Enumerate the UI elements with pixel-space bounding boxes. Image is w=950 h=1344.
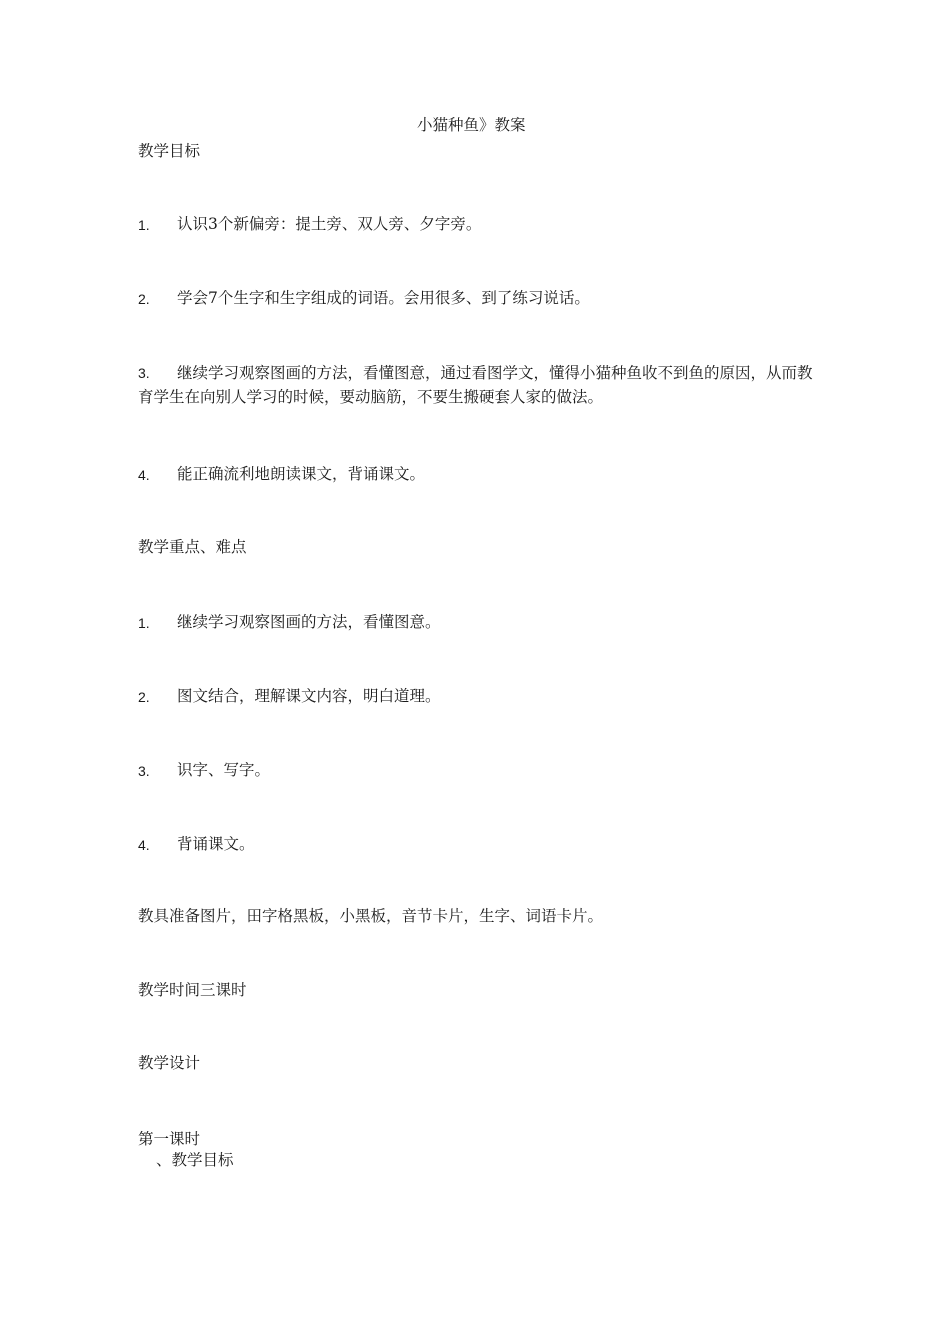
- keypoint-number: 3.: [138, 763, 150, 779]
- objective-text: 认识3个新偏旁：提土旁、双人旁、夕字旁。: [177, 215, 482, 233]
- keypoint-text: 识字、写字。: [177, 761, 271, 779]
- lesson-subheading: 、教学目标: [156, 1151, 234, 1169]
- objective-number: 1.: [138, 217, 150, 233]
- lesson-heading: 第一课时: [138, 1130, 201, 1148]
- keypoint-number: 1.: [138, 615, 150, 631]
- keypoint-text: 继续学习观察图画的方法，看懂图意。: [177, 613, 441, 631]
- materials-line: 教具准备图片，田字格黑板，小黑板，音节卡片，生字、词语卡片。: [138, 907, 604, 925]
- objective-paragraph: [138, 361, 818, 409]
- objective-text: 继续学习观察图画的方法，看懂图意，通过看图学文，懂得小猫种鱼收不到鱼的原因，从而教育学生在向别人学习的时候，要动脑筋，不要生搬硬套人家的做法。: [138, 364, 813, 406]
- objective-number: 2.: [138, 291, 150, 307]
- time-line: 教学时间三课时: [138, 981, 247, 999]
- keypoint-number: 4.: [138, 837, 150, 853]
- objective-text: 学会7个生字和生字组成的词语。会用很多、到了练习说话。: [177, 289, 590, 307]
- keypoint-text: 背诵课文。: [177, 835, 255, 853]
- document-title: 小猫种鱼》教案: [417, 116, 526, 134]
- design-heading: 教学设计: [138, 1054, 201, 1072]
- objectives-heading: 教学目标: [138, 142, 201, 160]
- objective-text: 能正确流利地朗读课文，背诵课文。: [177, 465, 426, 483]
- keypoint-number: 2.: [138, 689, 150, 705]
- objective-number: 4.: [138, 467, 150, 483]
- objective-number: 3.: [138, 365, 150, 381]
- keypoints-heading: 教学重点、难点: [138, 538, 247, 556]
- keypoint-text: 图文结合，理解课文内容，明白道理。: [177, 687, 441, 705]
